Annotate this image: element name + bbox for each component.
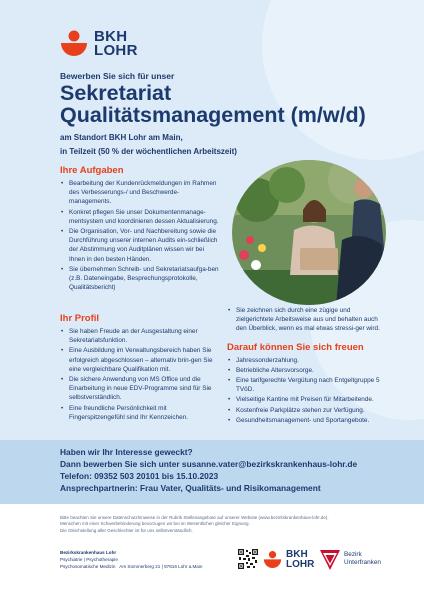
profile-section bbox=[60, 313, 220, 423]
org-department: Psychiatrie | Psychotherapie bbox=[60, 556, 118, 562]
list-item: • Betriebliche Altersvorsorge. bbox=[227, 366, 387, 375]
job-title-line2: Qualitätsmanagement (m/w/d) bbox=[60, 103, 366, 127]
contact-person: Ansprechpartnerin: Frau Vater, Qualitäts- und Risikomanagement bbox=[60, 483, 321, 493]
logo-line2: LOHR bbox=[94, 42, 138, 59]
right-column bbox=[227, 306, 387, 426]
disability-note: Menschen mit einer Schwerbehinderung bevorzugen wir bei im Wesentlichen gleicher Eignung. bbox=[60, 521, 250, 527]
job-subtitle bbox=[60, 131, 237, 159]
legal-note bbox=[60, 515, 380, 534]
bkh-logo-icon bbox=[263, 550, 282, 570]
contact-email[interactable]: Dann bewerben Sie sich unter susanne.vater@bezirkskrankenhaus-lohr.de bbox=[60, 459, 358, 469]
org-name: Bezirkskrankenhaus Lohr bbox=[60, 550, 117, 555]
footer-logo-line2: LOHR bbox=[286, 558, 315, 570]
offers-list bbox=[227, 356, 387, 425]
bkh-logo bbox=[60, 29, 150, 63]
subtitle-line1: am Standort BKH Lohr am Main, bbox=[60, 133, 183, 142]
profile-heading: Ihr Profil bbox=[60, 313, 100, 324]
list-item: • Sie haben Freude an der Ausgestaltung einer Sekretariatsfunktion. bbox=[60, 327, 220, 345]
team-photo bbox=[232, 160, 386, 305]
qr-code-icon[interactable] bbox=[238, 549, 258, 569]
org-address: Am Sommerberg 21 | 97816 Lohr a.Main bbox=[119, 563, 203, 569]
equality-note: Die Gleichstellung aller Geschlechter ist für uns selbstverständlich. bbox=[60, 527, 193, 533]
contact-question: Haben wir Ihr Interesse geweckt? bbox=[60, 447, 193, 457]
tasks-heading: Ihre Aufgaben bbox=[60, 165, 124, 176]
profile-list-continued bbox=[227, 306, 387, 334]
list-item: • Die Organisation, Vor- und Nachbereitung sowie die Durchführung unserer internen Audits ein-schließlich der Abstimmung von Auditplänen wissen wir bei Ihnen in den besten Händen. bbox=[60, 227, 220, 264]
subtitle-line2: in Teilzeit (50 % der wöchentlichen Arbeitszeit) bbox=[60, 147, 237, 156]
job-title bbox=[60, 82, 366, 126]
list-item: • Die sichere Anwendung von MS Office und die Einarbeitung in neue EDV-Programme sind für Sie selbstverständlich. bbox=[60, 375, 220, 403]
footer-bkh-logo bbox=[263, 549, 317, 571]
footer-logo-line1: BKH bbox=[286, 549, 308, 560]
list-item: • Gesundheitsmanagement- und Sportangebote. bbox=[227, 416, 387, 425]
list-item: • Kostenfreie Parkplätze stehen zur Verfügung. bbox=[227, 406, 387, 415]
list-item: • Sie zeichnen sich durch eine zügige und zielgerichtete Arbeitsweise aus und behalten auch den Überblick, wenn es mal etwas stressi-ger wird. bbox=[227, 306, 387, 334]
list-item: • Sie übernehmen Schreib- und Sekretariatsaufga-ben (z.B. Dateneingabe, Besprechungsprotokolle, Qualitätsbericht) bbox=[60, 265, 220, 293]
logo-line1: BKH bbox=[94, 28, 128, 45]
bezirk-text bbox=[344, 551, 381, 567]
offers-heading: Darauf können Sie sich freuen bbox=[227, 341, 364, 353]
list-item: • Eine Ausbildung im Verwaltungsbereich haben Sie erfolgreich abgeschlossen – alternativ brin-gen Sie eine vergleichbare Qualifikation mit. bbox=[60, 346, 220, 374]
bezirk-logo bbox=[320, 550, 390, 572]
tasks-section bbox=[60, 165, 220, 293]
contact-text bbox=[60, 446, 410, 494]
footer-logo-text bbox=[286, 550, 314, 569]
kicker-text: Bewerben Sie sich für unser bbox=[60, 71, 175, 81]
tasks-list bbox=[60, 179, 220, 292]
decorative-circle bbox=[262, 0, 424, 160]
bkh-logo-icon bbox=[60, 29, 88, 59]
profile-list bbox=[60, 327, 220, 422]
list-item: • Jahressonderzahlung. bbox=[227, 356, 387, 365]
org-department-address bbox=[60, 564, 202, 571]
list-item: • Eine freundliche Persönlichkeit mit Fingerspitzengefühl sind Ihr Kennzeichen. bbox=[60, 404, 220, 422]
privacy-note: Bitte beachten Sie unsere Datenschutzhinweise in der Rubrik Stellenangebote auf unserer Website (www.bezirkskrankenhaus-lohr.de). bbox=[60, 515, 329, 520]
list-item: • Eine tarifgerechte Vergütung nach Entgeltgruppe 5 TVöD. bbox=[227, 376, 387, 394]
team-photo-illustration bbox=[232, 160, 386, 305]
bezirk-line2: Unterfranken bbox=[344, 559, 381, 566]
contact-box bbox=[0, 440, 424, 504]
logo-text bbox=[94, 30, 138, 58]
list-item: • Konkret pflegen Sie unser Dokumentenmanage-mentsystem und koordinieren dessen Aktualisierung. bbox=[60, 208, 220, 226]
list-item: • Bearbeitung der Kundenrückmeldungen im Rahmen des Verbesserungs-/ und Beschwerde-managements. bbox=[60, 179, 220, 207]
offers-section bbox=[227, 342, 387, 425]
org-department: Psychosomatische Medizin bbox=[60, 563, 116, 569]
contact-phone: Telefon: 09352 503 20101 bis 15.10.2023 bbox=[60, 471, 219, 481]
bezirk-emblem-icon bbox=[320, 550, 340, 570]
bezirk-line1: Bezirk bbox=[344, 551, 362, 558]
list-item: • Vielseitige Kantine mit Preisen für Mitarbeitende. bbox=[227, 395, 387, 404]
job-title-line1: Sekretariat bbox=[60, 81, 172, 105]
footer-organization bbox=[60, 550, 202, 570]
